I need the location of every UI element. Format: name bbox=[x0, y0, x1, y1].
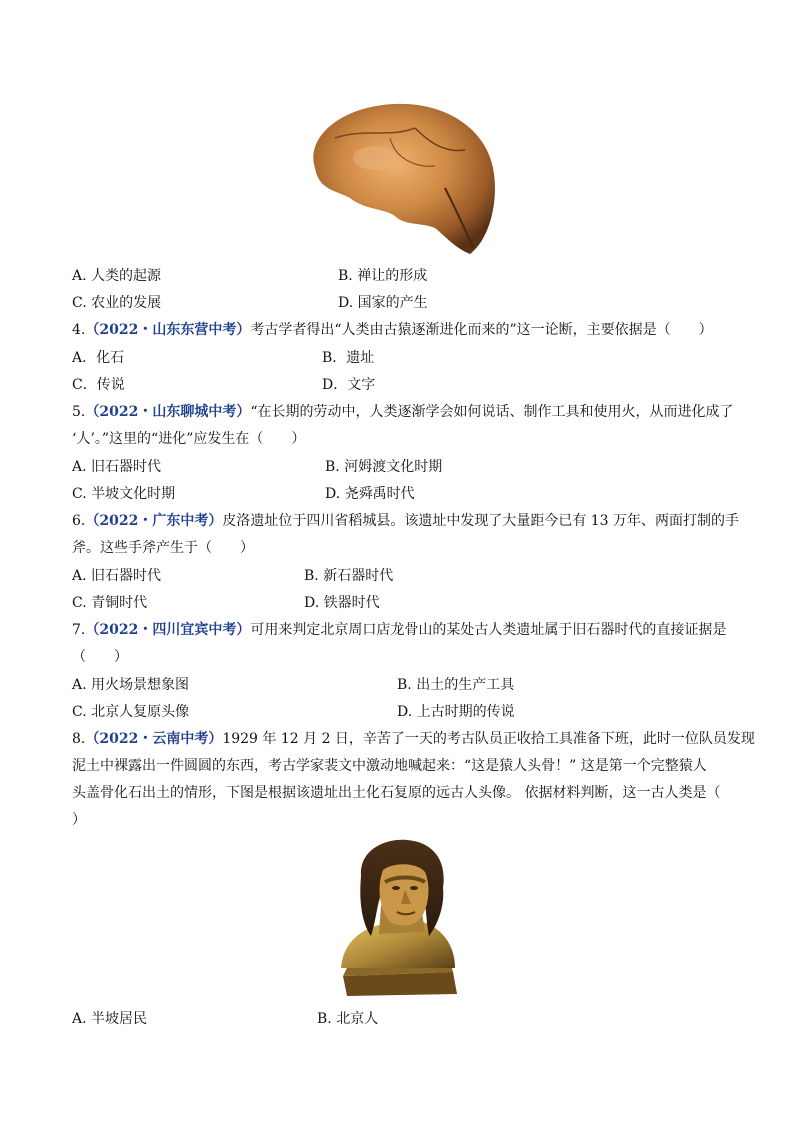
q6-stem-line1 bbox=[72, 512, 739, 530]
q4-option-d: D．文字 bbox=[322, 377, 376, 393]
q7-text-line1: 可用来判定北京周口店龙骨山的某处古人类遗址属于旧石器时代的直接证据是 bbox=[250, 622, 727, 638]
q4-stem bbox=[72, 321, 713, 339]
q8-text-line4: ） bbox=[72, 812, 86, 828]
q6-option-b: B. 新石器时代 bbox=[304, 568, 394, 584]
q6-source: （2022・广东中考） bbox=[85, 513, 223, 529]
q5-text-line2: ‘人’。”这里的“进化”应发生在（ ） bbox=[72, 431, 306, 447]
q5-text-line1: “在长期的劳动中，人类逐渐学会如何说话、制作工具和使用火，从而进化成了 bbox=[250, 404, 734, 420]
q8-source: （2022・云南中考） bbox=[85, 731, 223, 747]
q3-option-b: B. 禅让的形成 bbox=[338, 268, 428, 284]
q4-text: 考古学者得出“人类由古猿逐渐进化而来的”这一论断，主要依据是（ ） bbox=[250, 322, 713, 338]
q4-number: 4. bbox=[72, 322, 86, 338]
q7-option-a: A. 用火场景想象图 bbox=[72, 677, 190, 693]
q7-option-d: D. 上古时期的传说 bbox=[397, 704, 515, 720]
q8-text-line2: 泥土中裸露出一件圆圆的东西，考古学家裴文中激动地喊起来：“这是猿人头骨！” 这是第一个完整猿人 bbox=[72, 758, 707, 774]
q7-source: （2022・四川宜宾中考） bbox=[85, 622, 251, 638]
q5-source: （2022・山东聊城中考） bbox=[85, 404, 251, 420]
q8-option-a: A. 半坡居民 bbox=[72, 1011, 148, 1027]
q5-option-b: B. 河姆渡文化时期 bbox=[325, 459, 443, 475]
q6-option-d: D. 铁器时代 bbox=[304, 595, 380, 611]
q7-option-c: C. 北京人复原头像 bbox=[72, 704, 190, 720]
q4-source: （2022・山东东营中考） bbox=[85, 322, 251, 338]
q6-text-line1: 皮洛遗址位于四川省稻城县。该遗址中发现了大量距今已有 13 万年、两面打制的手 bbox=[222, 513, 740, 529]
q5-number: 5. bbox=[72, 404, 86, 420]
q7-option-b: B. 出土的生产工具 bbox=[397, 677, 515, 693]
q7-stem-line1 bbox=[72, 621, 726, 639]
q8-stem-line1 bbox=[72, 730, 755, 748]
q3-option-d: D. 国家的产生 bbox=[338, 295, 428, 311]
q8-text-line3: 头盖骨化石出土的情形，下图是根据该遗址出土化石复原的远古人头像。 依据材料判断，这一古人类是（ bbox=[72, 785, 721, 801]
q5-option-c: C. 半坡文化时期 bbox=[72, 486, 176, 502]
q8-option-b: B. 北京人 bbox=[317, 1011, 379, 1027]
q6-option-a: A. 旧石器时代 bbox=[72, 568, 162, 584]
q6-number: 6. bbox=[72, 513, 86, 529]
q8-number: 8. bbox=[72, 731, 86, 747]
q6-text-line2: 斧。这些手斧产生于（ ） bbox=[72, 540, 254, 556]
q4-option-b: B．遗址 bbox=[322, 350, 375, 366]
q3-option-a: A. 人类的起源 bbox=[72, 268, 162, 284]
q7-number: 7. bbox=[72, 622, 86, 638]
q5-option-d: D. 尧舜禹时代 bbox=[325, 486, 415, 502]
q8-text-line1: 1929 年 12 月 2 日，辛苦了一天的考古队员正收拾工具准备下班，此时一位队员发现 bbox=[222, 731, 755, 747]
peking-man-bust-image bbox=[333, 836, 463, 998]
q7-text-line2: （ ） bbox=[72, 649, 128, 665]
q3-option-c: C. 农业的发展 bbox=[72, 295, 162, 311]
skull-fossil-image bbox=[295, 98, 501, 258]
q4-option-c: C．传说 bbox=[72, 377, 125, 393]
q6-option-c: C. 青铜时代 bbox=[72, 595, 148, 611]
q5-option-a: A. 旧石器时代 bbox=[72, 459, 162, 475]
q5-stem-line1 bbox=[72, 403, 733, 421]
q4-option-a: A．化石 bbox=[72, 350, 125, 366]
